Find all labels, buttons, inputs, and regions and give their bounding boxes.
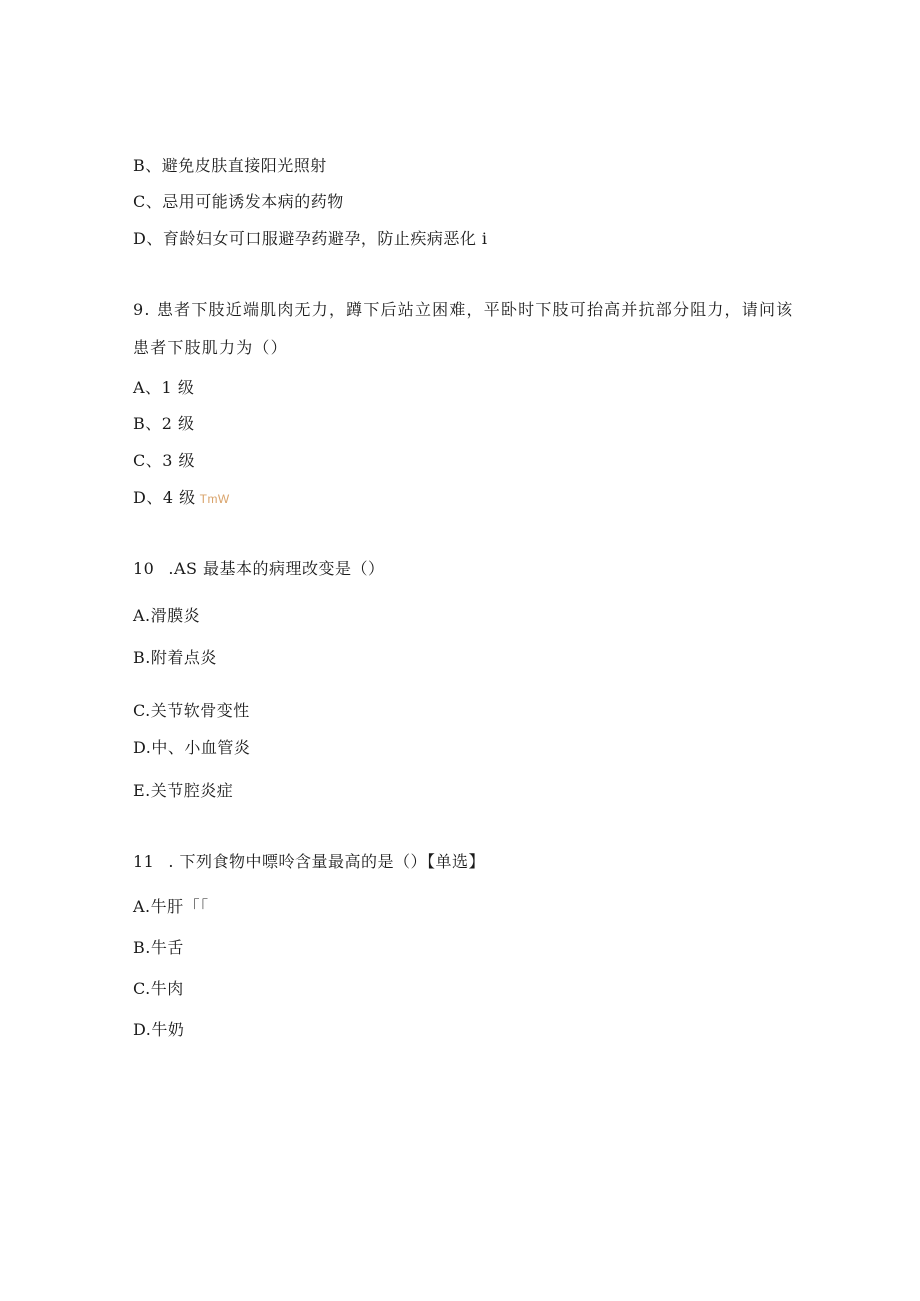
q9-option-d: D、4 级 (133, 488, 196, 507)
q9-stray-mark: TmW (199, 492, 230, 506)
q9-option-b: B、2 级 (133, 414, 195, 433)
q11-option-b: B.牛舌 (133, 938, 184, 957)
q10-option-e: E.关节腔炎症 (133, 781, 234, 800)
q10-option-d: D.中、小血管炎 (133, 738, 251, 757)
q9-option-a: A、1 级 (133, 378, 195, 397)
q9-option-c: C、3 级 (133, 451, 196, 470)
q10-stem: .AS 最基本的病理改变是（） (168, 559, 385, 578)
q11-number: 11 (133, 852, 155, 871)
q10-option-b: B.附着点炎 (133, 648, 217, 667)
q9-stem-line2: 患者下肢肌力为（） (133, 338, 288, 357)
q10-number: 10 (133, 559, 155, 578)
q10-option-a: A.滑膜炎 (133, 606, 201, 625)
q11-option-a: A.牛肝「「 (133, 897, 209, 916)
q11-stem-row (133, 852, 485, 872)
q11-stem: . 下列食物中嘌呤含量最高的是（）【单选】 (168, 852, 486, 871)
q8-option-c: C、忌用可能诱发本病的药物 (133, 192, 344, 211)
q10-option-c: C.关节软骨变性 (133, 701, 250, 720)
q9-stem-line1: 9. 患者下肢近端肌肉无力，蹲下后站立困难，平卧时下肢可抬高并抗部分阻力，请问该 (133, 300, 794, 319)
q8-option-b: B、避免皮肤直接阳光照射 (133, 156, 327, 175)
q10-stem-row (133, 559, 385, 579)
q8-option-d: D、育龄妇女可口服避孕药避孕，防止疾病恶化 i (133, 229, 488, 248)
q11-option-d: D.牛奶 (133, 1020, 185, 1039)
q11-option-c: C.牛肉 (133, 979, 184, 998)
q9-option-d-row (133, 488, 230, 509)
